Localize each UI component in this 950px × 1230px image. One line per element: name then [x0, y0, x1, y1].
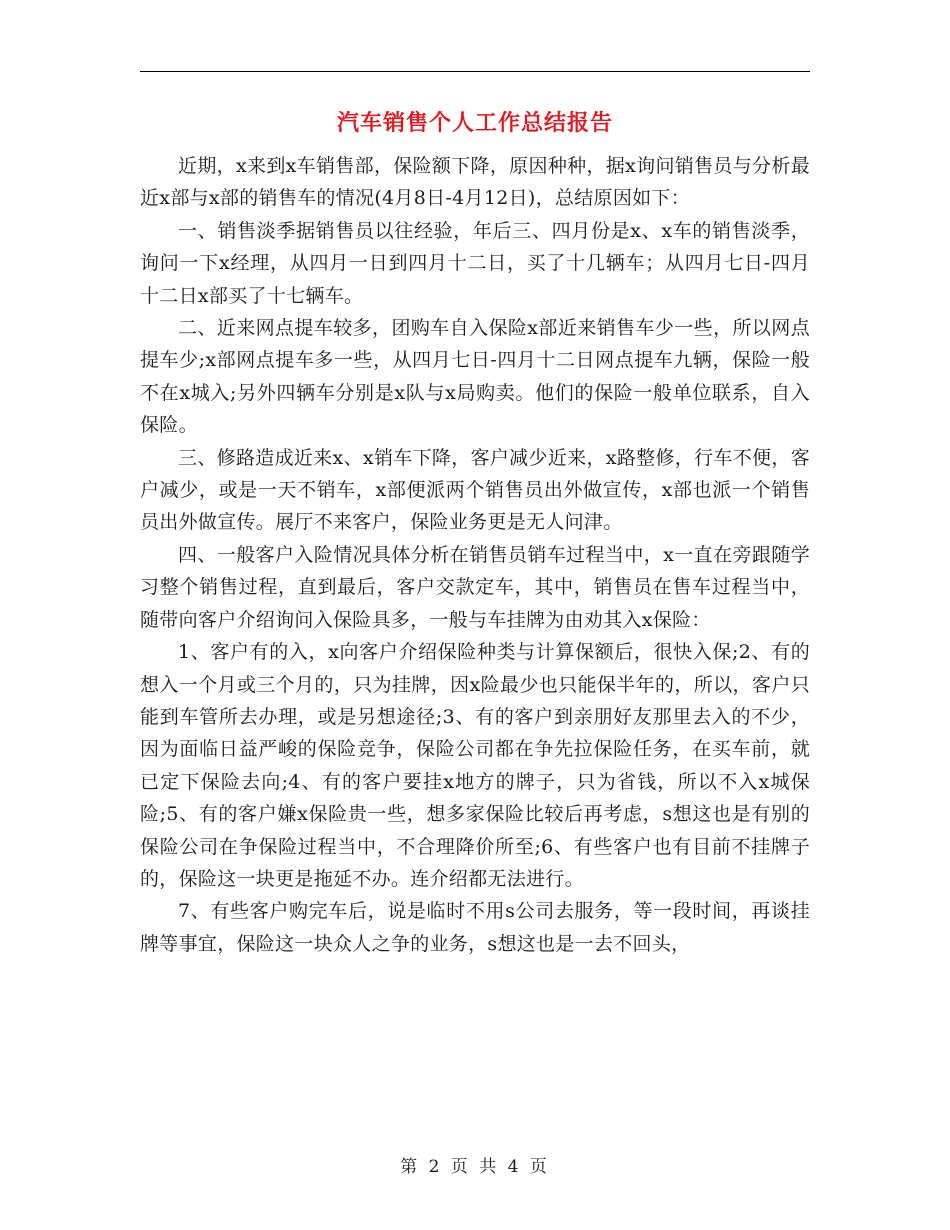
header-rule: [140, 71, 810, 72]
paragraph-section-4: 四、一般客户入险情况具体分析在销售员销车过程当中，x一直在旁跟随学习整个销售过程，直到最后，客户交款定车，其中，销售员在售车过程当中，随带向客户介绍询问入保险具多，一般与车挂牌为由劝其入x保险：: [140, 543, 810, 631]
paragraph-intro: 近期，x来到x车销售部，保险额下降，原因种种，据x询问销售员与分析最近x部与x部的销售车的情况(4月8日-4月12日)，总结原因如下：: [140, 155, 810, 210]
document-title: 汽车销售个人工作总结报告: [336, 111, 613, 136]
document-body: [140, 150, 810, 960]
paragraph-section-2: 二、近来网点提车较多，团购车自入保险x部近来销售车少一些，所以网点提车少;x部网点提车多一些，从四月七日-四月十二日网点提车九辆，保险一般不在x城入;另外四辆车分别是x队与x局购卖。他们的保险一般单位联系，自入保险。: [140, 317, 810, 437]
paragraph-section-3: 三、修路造成近来x、x销车下降，客户减少近来，x路整修，行车不便，客户减少，或是一天不销车，x部便派两个销售员出外做宣传，x部也派一个销售员出外做宣传。展厅不来客户，保险业务更是无人问津。: [140, 446, 810, 534]
page-number: 第 2 页 共 4 页: [400, 1157, 550, 1177]
paragraph-section-1: 一、销售淡季据销售员以往经验，年后三、四月份是x、x车的销售淡季，询问一下x经理，从四月一日到四月十二日，买了十几辆车；从四月七日-四月十二日x部买了十七辆车。: [140, 219, 810, 307]
paragraph-list-items: 1、客户有的入，x向客户介绍保险种类与计算保额后，很快入保;2、有的想入一个月或三个月的，只为挂牌，因x险最少也只能保半年的，所以，客户只能到车管所去办理，或是另想途径;3、有的客户到亲朋好友那里去入的不少，因为面临日益严峻的保险竞争，保险公司都在争先拉保险任务，在买车前，就已定下保险去向;4、有的客户要挂x地方的牌子，只为省钱，所以不入x城保险;5、有的客户嫌x保险贵一些，想多家保险比较后再考虑，s想这也是有别的保险公司在争保险过程当中，不合理降价所至;6、有些客户也有目前不挂牌子的，保险这一块更是拖延不办。连介绍都无法进行。: [140, 641, 810, 890]
paragraph-item-7: 7、有些客户购完车后，说是临时不用s公司去服务，等一段时间，再谈挂牌等事宜，保险这一块众人之争的业务，s想这也是一去不回头，: [140, 900, 810, 955]
